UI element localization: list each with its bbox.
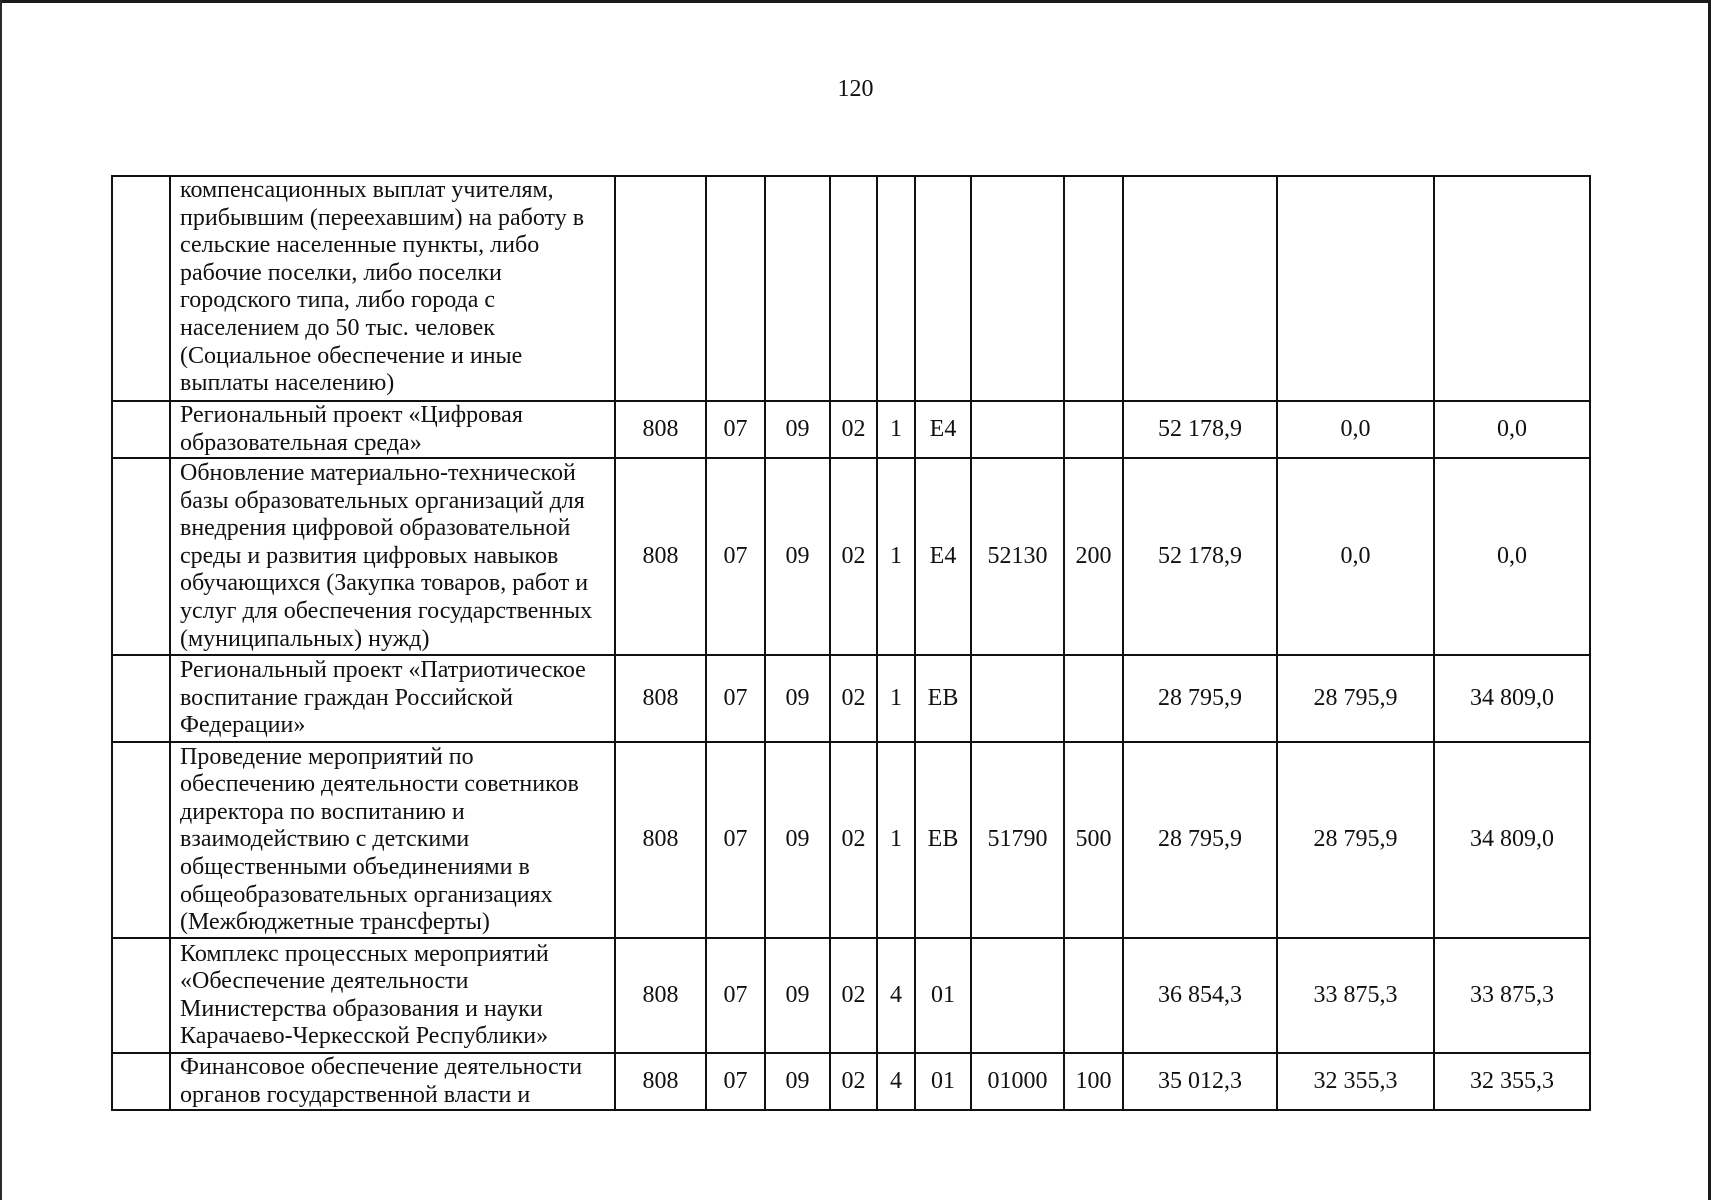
- program-type-code: 1: [877, 458, 915, 655]
- subsection-code: [765, 176, 830, 401]
- row-index-cell: [112, 176, 170, 401]
- direction-code: [971, 655, 1064, 742]
- row-index-cell: [112, 1053, 170, 1110]
- row-name: Региональный проект «Цифровая образовательная среда»: [170, 401, 615, 458]
- amount-year-1: 52 178,9: [1123, 401, 1277, 458]
- row-index-cell: [112, 938, 170, 1053]
- expense-type-code: 200: [1064, 458, 1123, 655]
- ministry-code: [615, 176, 706, 401]
- ministry-code: 808: [615, 1053, 706, 1110]
- project-code: [915, 176, 971, 401]
- table-row: [112, 1053, 1590, 1110]
- program-code: 02: [830, 458, 877, 655]
- row-name: компенсационных выплат учителям, прибывшим (переехавшим) на работу в сельские населенные пункты, либо рабочие поселки, либо поселки городского типа, либо города с населением до 50 тыс. человек (Социальное обеспечение и иные выплаты населению): [170, 176, 615, 401]
- budget-table: [111, 175, 1591, 1111]
- table-row: [112, 655, 1590, 742]
- section-code: 07: [706, 655, 765, 742]
- subsection-code: 09: [765, 655, 830, 742]
- program-type-code: 1: [877, 401, 915, 458]
- subsection-code: 09: [765, 742, 830, 938]
- section-code: 07: [706, 1053, 765, 1110]
- amount-year-2: 28 795,9: [1277, 742, 1434, 938]
- expense-type-code: 100: [1064, 1053, 1123, 1110]
- project-code: Е4: [915, 458, 971, 655]
- direction-code: [971, 401, 1064, 458]
- direction-code: 52130: [971, 458, 1064, 655]
- row-name: Региональный проект «Патриотическое воспитание граждан Российской Федерации»: [170, 655, 615, 742]
- expense-type-code: 500: [1064, 742, 1123, 938]
- ministry-code: 808: [615, 458, 706, 655]
- amount-year-2: 32 355,3: [1277, 1053, 1434, 1110]
- amount-year-3: 0,0: [1434, 401, 1590, 458]
- section-code: 07: [706, 742, 765, 938]
- section-code: 07: [706, 938, 765, 1053]
- amount-year-2: [1277, 176, 1434, 401]
- scan-left-border: [0, 0, 2, 1200]
- program-code: 02: [830, 938, 877, 1053]
- table-row: [112, 938, 1590, 1053]
- amount-year-3: 34 809,0: [1434, 655, 1590, 742]
- subsection-code: 09: [765, 1053, 830, 1110]
- amount-year-1: 36 854,3: [1123, 938, 1277, 1053]
- row-name: Финансовое обеспечение деятельности органов государственной власти и: [170, 1053, 615, 1110]
- amount-year-1: 52 178,9: [1123, 458, 1277, 655]
- program-type-code: 4: [877, 1053, 915, 1110]
- section-code: 07: [706, 401, 765, 458]
- program-code: 02: [830, 655, 877, 742]
- program-code: 02: [830, 742, 877, 938]
- row-name: Обновление материально-технической базы образовательных организаций для внедрения цифровой образовательной среды и развития цифровых навыков обучающихся (Закупка товаров, работ и услуг для обеспечения государственных (муниципальных) нужд): [170, 458, 615, 655]
- subsection-code: 09: [765, 401, 830, 458]
- program-code: 02: [830, 401, 877, 458]
- program-code: 02: [830, 1053, 877, 1110]
- direction-code: 51790: [971, 742, 1064, 938]
- page-number: 120: [837, 76, 874, 102]
- subsection-code: 09: [765, 938, 830, 1053]
- table-row: [112, 401, 1590, 458]
- ministry-code: 808: [615, 401, 706, 458]
- amount-year-2: 0,0: [1277, 458, 1434, 655]
- amount-year-3: 34 809,0: [1434, 742, 1590, 938]
- row-index-cell: [112, 401, 170, 458]
- row-name: Проведение мероприятий по обеспечению деятельности советников директора по воспитанию и взаимодействию с детскими общественными объединениями в общеобразовательных организациях (Межбюджетные трансферты): [170, 742, 615, 938]
- table-row: [112, 176, 1590, 401]
- table-row: [112, 458, 1590, 655]
- ministry-code: 808: [615, 938, 706, 1053]
- section-code: 07: [706, 458, 765, 655]
- row-index-cell: [112, 742, 170, 938]
- amount-year-1: 28 795,9: [1123, 655, 1277, 742]
- project-code: 01: [915, 1053, 971, 1110]
- project-code: ЕВ: [915, 655, 971, 742]
- scan-top-border: [0, 0, 1711, 3]
- amount-year-1: [1123, 176, 1277, 401]
- row-name: Комплекс процессных мероприятий «Обеспечение деятельности Министерства образования и науки Карачаево-Черкесской Республики»: [170, 938, 615, 1053]
- project-code: ЕВ: [915, 742, 971, 938]
- program-type-code: 1: [877, 655, 915, 742]
- amount-year-3: 33 875,3: [1434, 938, 1590, 1053]
- expense-type-code: [1064, 176, 1123, 401]
- subsection-code: 09: [765, 458, 830, 655]
- project-code: 01: [915, 938, 971, 1053]
- expense-type-code: [1064, 401, 1123, 458]
- amount-year-1: 28 795,9: [1123, 742, 1277, 938]
- amount-year-2: 33 875,3: [1277, 938, 1434, 1053]
- direction-code: [971, 176, 1064, 401]
- project-code: Е4: [915, 401, 971, 458]
- direction-code: 01000: [971, 1053, 1064, 1110]
- amount-year-3: [1434, 176, 1590, 401]
- direction-code: [971, 938, 1064, 1053]
- amount-year-1: 35 012,3: [1123, 1053, 1277, 1110]
- ministry-code: 808: [615, 742, 706, 938]
- row-index-cell: [112, 655, 170, 742]
- amount-year-3: 32 355,3: [1434, 1053, 1590, 1110]
- program-type-code: 1: [877, 742, 915, 938]
- section-code: [706, 176, 765, 401]
- program-type-code: 4: [877, 938, 915, 1053]
- ministry-code: 808: [615, 655, 706, 742]
- program-code: [830, 176, 877, 401]
- amount-year-3: 0,0: [1434, 458, 1590, 655]
- program-type-code: [877, 176, 915, 401]
- amount-year-2: 28 795,9: [1277, 655, 1434, 742]
- expense-type-code: [1064, 655, 1123, 742]
- expense-type-code: [1064, 938, 1123, 1053]
- row-index-cell: [112, 458, 170, 655]
- table-row: [112, 742, 1590, 938]
- amount-year-2: 0,0: [1277, 401, 1434, 458]
